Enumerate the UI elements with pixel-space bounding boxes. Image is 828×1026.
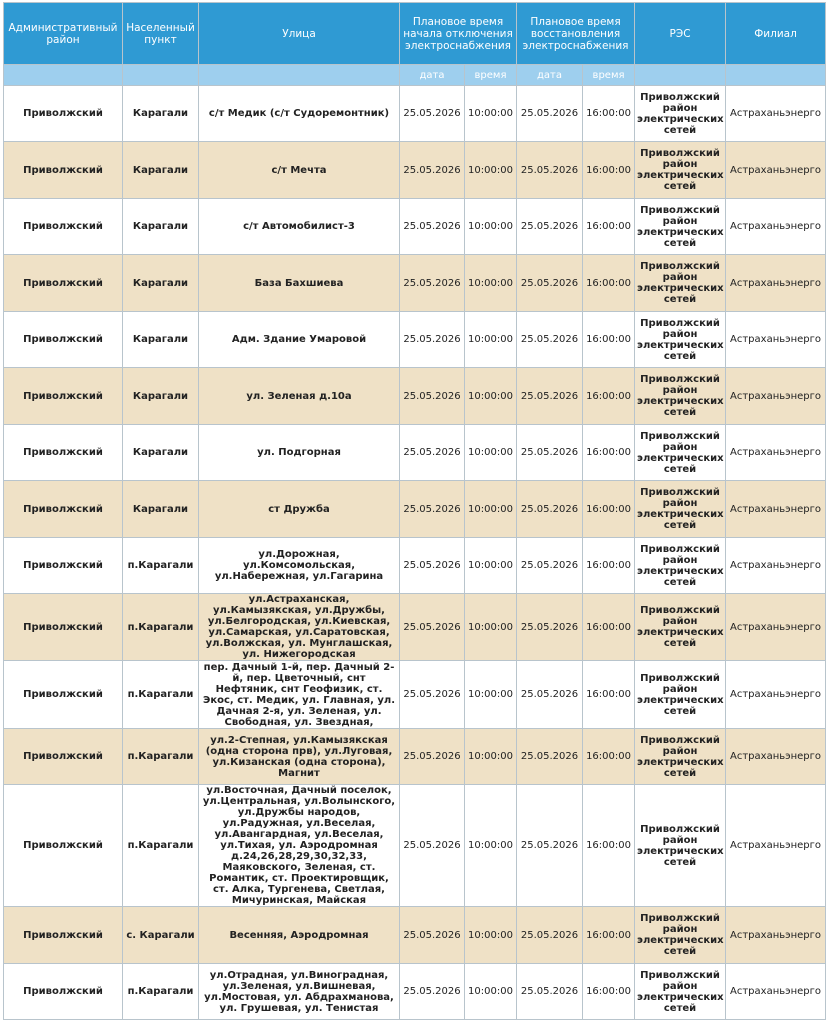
subheader-off-date: дата bbox=[400, 65, 465, 86]
table-row bbox=[4, 964, 826, 1020]
branch-cell: Астраханьэнерго bbox=[726, 368, 826, 425]
street-cell: ул.2-Степная, ул.Камызякская (одна сторона прв), ул.Луговая, ул.Кизанская (одна сторона), Магнит bbox=[199, 729, 400, 785]
res-cell: Приволжский район электрических сетей bbox=[635, 199, 726, 255]
res-cell: Приволжский район электрических сетей bbox=[635, 312, 726, 368]
table-row bbox=[4, 199, 826, 255]
settlement-cell: Карагали bbox=[123, 142, 199, 199]
branch-cell: Астраханьэнерго bbox=[726, 142, 826, 199]
off-date-cell: 25.05.2026 bbox=[400, 729, 465, 785]
on-time-cell: 16:00:00 bbox=[583, 729, 635, 785]
off-time-cell: 10:00:00 bbox=[465, 368, 517, 425]
off-date-cell: 25.05.2026 bbox=[400, 594, 465, 661]
subheader-empty bbox=[199, 65, 400, 86]
street-cell: ул.Восточная, Дачный поселок, ул.Центральная, ул.Волынского, ул.Дружбы народов, ул.Радужная, ул.Веселая, ул.Авангардная, ул.Веселая, ул.Тихая, ул. Аэродромная д.24,26,28,29,30,32,33, Маяковского, Зеленая, ст. Романтик, ст. Проектировщик, ст. Алка, Тургенева, Светлая, Мичуринская, Майская bbox=[199, 785, 400, 907]
branch-cell: Астраханьэнерго bbox=[726, 538, 826, 594]
on-time-cell: 16:00:00 bbox=[583, 907, 635, 964]
settlement-cell: Карагали bbox=[123, 368, 199, 425]
on-time-cell: 16:00:00 bbox=[583, 425, 635, 481]
street-cell: с/т Мечта bbox=[199, 142, 400, 199]
table-row bbox=[4, 661, 826, 729]
table-row bbox=[4, 142, 826, 199]
settlement-cell: Карагали bbox=[123, 86, 199, 142]
subheader-empty bbox=[726, 65, 826, 86]
off-date-cell: 25.05.2026 bbox=[400, 785, 465, 907]
district-cell: Приволжский bbox=[4, 964, 123, 1020]
off-date-cell: 25.05.2026 bbox=[400, 425, 465, 481]
subheader-empty bbox=[635, 65, 726, 86]
on-time-cell: 16:00:00 bbox=[583, 312, 635, 368]
on-time-cell: 16:00:00 bbox=[583, 255, 635, 312]
off-time-cell: 10:00:00 bbox=[465, 907, 517, 964]
off-time-cell: 10:00:00 bbox=[465, 481, 517, 538]
district-cell: Приволжский bbox=[4, 538, 123, 594]
table-row bbox=[4, 425, 826, 481]
off-date-cell: 25.05.2026 bbox=[400, 86, 465, 142]
off-time-cell: 10:00:00 bbox=[465, 964, 517, 1020]
on-date-cell: 25.05.2026 bbox=[517, 964, 583, 1020]
off-date-cell: 25.05.2026 bbox=[400, 538, 465, 594]
settlement-cell: п.Карагали bbox=[123, 538, 199, 594]
branch-cell: Астраханьэнерго bbox=[726, 425, 826, 481]
on-date-cell: 25.05.2026 bbox=[517, 661, 583, 729]
subheader-off-time: время bbox=[465, 65, 517, 86]
street-cell: пер. Дачный 1-й, пер. Дачный 2-й, пер. Цветочный, снт Нефтяник, снт Геофизик, ст. Экос, ст. Медик, ул. Главная, ул. Дачная 2-я, ул. Зеленая, ул. Свободная, ул. Звездная, bbox=[199, 661, 400, 729]
district-cell: Приволжский bbox=[4, 729, 123, 785]
street-cell: ул.Дорожная, ул.Комсомольская, ул.Набережная, ул.Гагарина bbox=[199, 538, 400, 594]
settlement-cell: Карагали bbox=[123, 255, 199, 312]
street-cell: Весенняя, Аэродромная bbox=[199, 907, 400, 964]
branch-cell: Астраханьэнерго bbox=[726, 661, 826, 729]
off-date-cell: 25.05.2026 bbox=[400, 255, 465, 312]
settlement-cell: Карагали bbox=[123, 425, 199, 481]
on-time-cell: 16:00:00 bbox=[583, 142, 635, 199]
off-time-cell: 10:00:00 bbox=[465, 785, 517, 907]
district-cell: Приволжский bbox=[4, 199, 123, 255]
on-time-cell: 16:00:00 bbox=[583, 785, 635, 907]
outage-table bbox=[3, 2, 826, 1020]
on-time-cell: 16:00:00 bbox=[583, 661, 635, 729]
on-time-cell: 16:00:00 bbox=[583, 368, 635, 425]
on-date-cell: 25.05.2026 bbox=[517, 594, 583, 661]
header-street: Улица bbox=[199, 3, 400, 65]
branch-cell: Астраханьэнерго bbox=[726, 785, 826, 907]
district-cell: Приволжский bbox=[4, 86, 123, 142]
branch-cell: Астраханьэнерго bbox=[726, 594, 826, 661]
off-time-cell: 10:00:00 bbox=[465, 199, 517, 255]
branch-cell: Астраханьэнерго bbox=[726, 199, 826, 255]
branch-cell: Астраханьэнерго bbox=[726, 312, 826, 368]
branch-cell: Астраханьэнерго bbox=[726, 964, 826, 1020]
street-cell: с/т Автомобилист-3 bbox=[199, 199, 400, 255]
settlement-cell: п.Карагали bbox=[123, 661, 199, 729]
on-date-cell: 25.05.2026 bbox=[517, 481, 583, 538]
table-row bbox=[4, 368, 826, 425]
off-time-cell: 10:00:00 bbox=[465, 661, 517, 729]
table-row bbox=[4, 86, 826, 142]
res-cell: Приволжский район электрических сетей bbox=[635, 785, 726, 907]
street-cell: Адм. Здание Умаровой bbox=[199, 312, 400, 368]
res-cell: Приволжский район электрических сетей bbox=[635, 368, 726, 425]
subheader-on-date: дата bbox=[517, 65, 583, 86]
on-time-cell: 16:00:00 bbox=[583, 86, 635, 142]
table-row bbox=[4, 729, 826, 785]
branch-cell: Астраханьэнерго bbox=[726, 481, 826, 538]
off-time-cell: 10:00:00 bbox=[465, 594, 517, 661]
table-row bbox=[4, 594, 826, 661]
res-cell: Приволжский район электрических сетей bbox=[635, 86, 726, 142]
on-time-cell: 16:00:00 bbox=[583, 594, 635, 661]
off-time-cell: 10:00:00 bbox=[465, 255, 517, 312]
settlement-cell: п.Карагали bbox=[123, 729, 199, 785]
street-cell: ул.Астраханская, ул.Камызякская, ул.Дружбы, ул.Белгородская, ул.Киевская, ул.Самарская, ул.Саратовская, ул.Волжская, ул. Мунглашская, ул. Нижегородская bbox=[199, 594, 400, 661]
district-cell: Приволжский bbox=[4, 142, 123, 199]
subheader-empty bbox=[123, 65, 199, 86]
settlement-cell: п.Карагали bbox=[123, 964, 199, 1020]
on-date-cell: 25.05.2026 bbox=[517, 199, 583, 255]
off-time-cell: 10:00:00 bbox=[465, 538, 517, 594]
district-cell: Приволжский bbox=[4, 785, 123, 907]
district-cell: Приволжский bbox=[4, 255, 123, 312]
on-time-cell: 16:00:00 bbox=[583, 964, 635, 1020]
off-date-cell: 25.05.2026 bbox=[400, 661, 465, 729]
on-date-cell: 25.05.2026 bbox=[517, 538, 583, 594]
subheader-empty bbox=[4, 65, 123, 86]
street-cell: ул. Зеленая д.10а bbox=[199, 368, 400, 425]
off-date-cell: 25.05.2026 bbox=[400, 368, 465, 425]
district-cell: Приволжский bbox=[4, 312, 123, 368]
off-date-cell: 25.05.2026 bbox=[400, 199, 465, 255]
res-cell: Приволжский район электрических сетей bbox=[635, 425, 726, 481]
on-date-cell: 25.05.2026 bbox=[517, 312, 583, 368]
street-cell: с/т Медик (с/т Судоремонтник) bbox=[199, 86, 400, 142]
header-res: РЭС bbox=[635, 3, 726, 65]
settlement-cell: Карагали bbox=[123, 199, 199, 255]
street-cell: ул. Подгорная bbox=[199, 425, 400, 481]
res-cell: Приволжский район электрических сетей bbox=[635, 594, 726, 661]
header-off-time: Плановое время начала отключения электроснабжения bbox=[400, 3, 517, 65]
off-time-cell: 10:00:00 bbox=[465, 425, 517, 481]
off-time-cell: 10:00:00 bbox=[465, 142, 517, 199]
off-date-cell: 25.05.2026 bbox=[400, 964, 465, 1020]
branch-cell: Астраханьэнерго bbox=[726, 907, 826, 964]
on-date-cell: 25.05.2026 bbox=[517, 785, 583, 907]
on-time-cell: 16:00:00 bbox=[583, 538, 635, 594]
district-cell: Приволжский bbox=[4, 425, 123, 481]
branch-cell: Астраханьэнерго bbox=[726, 255, 826, 312]
table-row bbox=[4, 907, 826, 964]
header-settlement: Населенный пункт bbox=[123, 3, 199, 65]
off-time-cell: 10:00:00 bbox=[465, 729, 517, 785]
res-cell: Приволжский район электрических сетей bbox=[635, 538, 726, 594]
subheader-on-time: время bbox=[583, 65, 635, 86]
res-cell: Приволжский район электрических сетей bbox=[635, 907, 726, 964]
table-row bbox=[4, 312, 826, 368]
res-cell: Приволжский район электрических сетей bbox=[635, 729, 726, 785]
district-cell: Приволжский bbox=[4, 368, 123, 425]
district-cell: Приволжский bbox=[4, 661, 123, 729]
table-row bbox=[4, 785, 826, 907]
settlement-cell: Карагали bbox=[123, 481, 199, 538]
res-cell: Приволжский район электрических сетей bbox=[635, 142, 726, 199]
branch-cell: Астраханьэнерго bbox=[726, 729, 826, 785]
street-cell: База Бахшиева bbox=[199, 255, 400, 312]
off-date-cell: 25.05.2026 bbox=[400, 481, 465, 538]
on-date-cell: 25.05.2026 bbox=[517, 255, 583, 312]
table-row bbox=[4, 481, 826, 538]
on-date-cell: 25.05.2026 bbox=[517, 425, 583, 481]
on-date-cell: 25.05.2026 bbox=[517, 86, 583, 142]
on-date-cell: 25.05.2026 bbox=[517, 907, 583, 964]
off-date-cell: 25.05.2026 bbox=[400, 142, 465, 199]
header-branch: Филиал bbox=[726, 3, 826, 65]
district-cell: Приволжский bbox=[4, 594, 123, 661]
settlement-cell: с. Карагали bbox=[123, 907, 199, 964]
on-time-cell: 16:00:00 bbox=[583, 481, 635, 538]
on-time-cell: 16:00:00 bbox=[583, 199, 635, 255]
district-cell: Приволжский bbox=[4, 907, 123, 964]
header-district: Административный район bbox=[4, 3, 123, 65]
res-cell: Приволжский район электрических сетей bbox=[635, 964, 726, 1020]
street-cell: ст Дружба bbox=[199, 481, 400, 538]
settlement-cell: п.Карагали bbox=[123, 594, 199, 661]
branch-cell: Астраханьэнерго bbox=[726, 86, 826, 142]
settlement-cell: п.Карагали bbox=[123, 785, 199, 907]
table-row bbox=[4, 255, 826, 312]
off-time-cell: 10:00:00 bbox=[465, 86, 517, 142]
on-date-cell: 25.05.2026 bbox=[517, 729, 583, 785]
res-cell: Приволжский район электрических сетей bbox=[635, 255, 726, 312]
settlement-cell: Карагали bbox=[123, 312, 199, 368]
on-date-cell: 25.05.2026 bbox=[517, 142, 583, 199]
res-cell: Приволжский район электрических сетей bbox=[635, 481, 726, 538]
off-date-cell: 25.05.2026 bbox=[400, 907, 465, 964]
district-cell: Приволжский bbox=[4, 481, 123, 538]
on-date-cell: 25.05.2026 bbox=[517, 368, 583, 425]
res-cell: Приволжский район электрических сетей bbox=[635, 661, 726, 729]
table-row bbox=[4, 538, 826, 594]
off-time-cell: 10:00:00 bbox=[465, 312, 517, 368]
street-cell: ул.Отрадная, ул.Виноградная, ул.Зеленая, ул.Вишневая, ул.Мостовая, ул. Абдрахманова, ул. Грушевая, ул. Тенистая bbox=[199, 964, 400, 1020]
header-on-time: Плановое время восстановления электроснабжения bbox=[517, 3, 635, 65]
off-date-cell: 25.05.2026 bbox=[400, 312, 465, 368]
